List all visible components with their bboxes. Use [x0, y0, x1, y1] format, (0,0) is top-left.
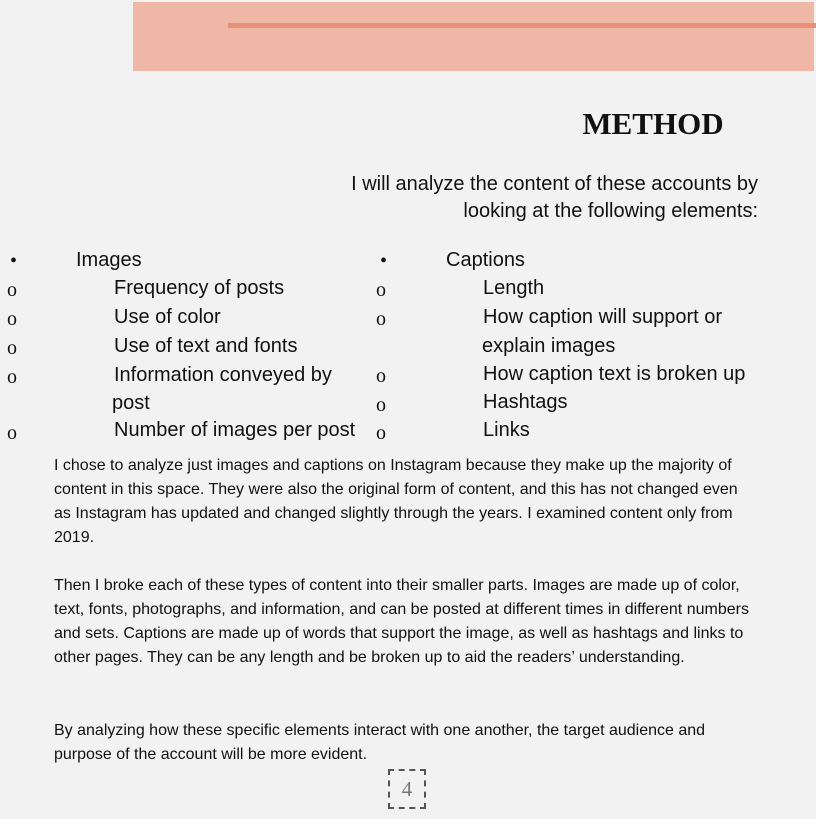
- header-accent-line: [228, 23, 816, 28]
- page-title: METHOD: [582, 106, 724, 141]
- sub-bullet-icon: o: [376, 422, 386, 444]
- list-heading-images: Images: [76, 249, 142, 271]
- list-item-continuation: explain images: [482, 335, 616, 357]
- list-item: How caption will support or: [483, 306, 722, 328]
- list-item: Use of color: [114, 306, 221, 328]
- list-item: Length: [483, 277, 545, 299]
- bullet-icon: •: [380, 250, 388, 272]
- list-item: Use of text and fonts: [114, 335, 298, 357]
- sub-bullet-icon: o: [376, 308, 386, 330]
- body-paragraph: Then I broke each of these types of content into their smaller parts. Images are made up of color, text, fonts, photographs, and information, and can be posted at different times in different numbers and sets. Captions are made up of words that support the image, as well as hashtags and links to other pages. They can be any length and be broken up to aid the readers’ understanding.: [54, 577, 749, 666]
- body-paragraph: I chose to analyze just images and captions on Instagram because they make up the majority of content in this space. They were also the original form of content, and this has not changed even as Instagram has updated and changed slightly through the years. I examined content only from 2019.: [54, 457, 738, 546]
- list-item: Hashtags: [483, 391, 568, 413]
- sub-bullet-icon: o: [7, 366, 17, 388]
- list-heading-captions: Captions: [446, 249, 525, 271]
- sub-bullet-icon: o: [376, 279, 386, 301]
- bullet-icon: •: [10, 250, 18, 272]
- list-item: Information conveyed by: [114, 364, 332, 386]
- list-item: How caption text is broken up: [483, 363, 746, 385]
- list-item: Frequency of posts: [114, 277, 285, 299]
- sub-bullet-icon: o: [7, 422, 17, 444]
- sub-bullet-icon: o: [7, 308, 17, 330]
- sub-bullet-icon: o: [376, 365, 386, 387]
- sub-bullet-icon: o: [7, 279, 17, 301]
- list-item-continuation: post: [112, 392, 150, 414]
- list-item: Number of images per post: [114, 419, 356, 441]
- sub-bullet-icon: o: [376, 394, 386, 416]
- page-number: 4: [388, 769, 426, 809]
- header-banner: [133, 2, 814, 71]
- body-paragraph: By analyzing how these specific elements interact with one another, the target audience and purpose of the account will be more evident.: [54, 722, 706, 763]
- sub-bullet-icon: o: [7, 337, 17, 359]
- list-item: Links: [483, 419, 530, 441]
- intro-text: I will analyze the content of these accounts by looking at the following elements:: [351, 173, 758, 222]
